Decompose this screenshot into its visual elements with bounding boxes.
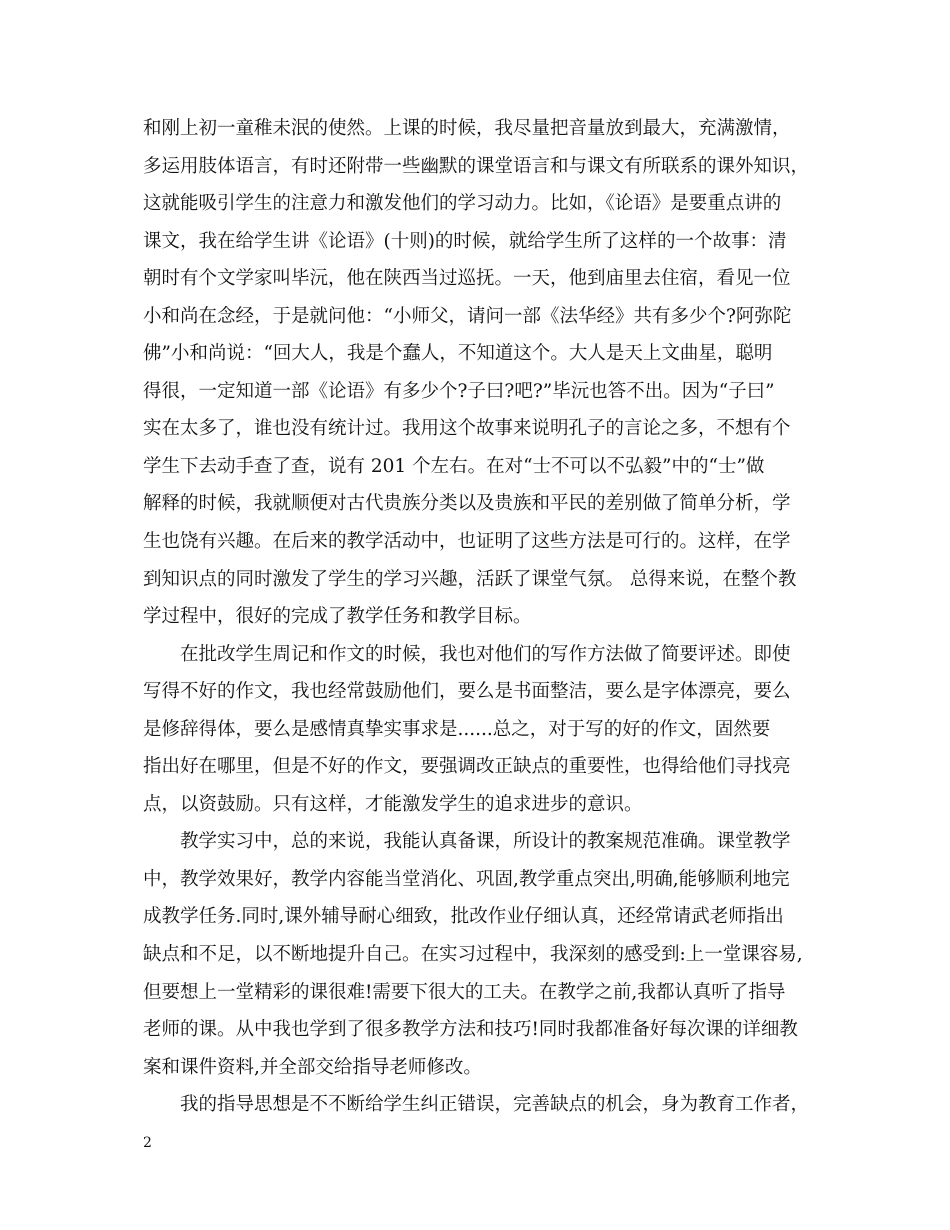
- text-line: 生也饶有兴趣。在后来的教学活动中，也证明了这些方法是可行的。这样，在学: [143, 531, 791, 553]
- text-line: 到知识点的同时激发了学生的学习兴趣，活跃了课堂气氛。 总得来说，在整个教: [143, 568, 797, 590]
- text-line: 老师的课。从中我也学到了很多教学方法和技巧!同时我都准备好每次课的详细教: [143, 1019, 798, 1041]
- paragraph: [143, 636, 813, 824]
- text-line: 学生下去动手查了查，说有 201 个左右。在对“士不可以不弘毅”中的“士”做: [143, 455, 765, 477]
- body-text: [143, 110, 813, 1124]
- page-number: 2: [143, 1135, 152, 1151]
- text-line: 实在太多了，谁也没有统计过。我用这个故事来说明孔子的言论之多，不想有个: [143, 418, 791, 440]
- text-line: 是修辞得体，要么是感情真挚实事求是......总之，对于写的好的作文，固然要: [143, 718, 771, 740]
- text-line: 教学实习中，总的来说，我能认真备课，所设计的教案规范准确。课堂教学: [180, 831, 791, 853]
- text-line: 朝时有个文学家叫毕沅，他在陕西当过巡抚。一天，他到庙里去住宿，看见一位: [143, 268, 791, 290]
- paragraph: [143, 823, 813, 1086]
- text-line: 和刚上初一童稚未泯的使然。上课的时候，我尽量把音量放到最大，充满激情，: [143, 118, 791, 139]
- text-line: 我的指导思想是不不断给学生纠正错误，完善缺点的机会，身为教育工作者，: [180, 1094, 810, 1116]
- text-line: 案和课件资料,并全部交给指导老师修改。: [143, 1056, 482, 1078]
- text-line: 这就能吸引学生的注意力和激发他们的学习动力。比如，《论语》是要重点讲的: [143, 193, 782, 215]
- text-line: 小和尚在念经，于是就问他：“小师父，请问一部《法华经》共有多少个?阿弥陀: [143, 305, 792, 327]
- paragraph: [143, 110, 813, 636]
- paragraph: [143, 1086, 813, 1124]
- text-line: 多运用肢体语言，有时还附带一些幽默的课堂语言和与课文有所联系的课外知识，: [143, 155, 810, 177]
- text-line: 佛”小和尚说：“回大人，我是个蠢人，不知道这个。大人是天上文曲星，聪明: [143, 343, 773, 365]
- text-line: 点，以资鼓励。只有这样，才能激发学生的追求进步的意识。: [143, 793, 643, 815]
- text-line: 缺点和不足，以不断地提升自己。在实习过程中，我深刻的感受到:上一堂课容易,: [143, 944, 803, 966]
- text-line: 中，教学效果好，教学内容能当堂消化、巩固,教学重点突出,明确,能够顺利地完: [143, 868, 790, 890]
- text-line: 指出好在哪里，但是不好的作文，要强调改正缺点的重要性，也得给他们寻找亮: [143, 756, 791, 778]
- text-line: 得很，一定知道一部《论语》有多少个?子曰?吧?”毕沅也答不出。因为“子曰”: [143, 380, 775, 402]
- text-line: 学过程中，很好的完成了教学任务和教学目标。: [143, 606, 532, 628]
- text-line: 但要想上一堂精彩的课很难!需要下很大的工夫。在教学之前,我都认真听了指导: [143, 981, 786, 1003]
- text-line: 写得不好的作文，我也经常鼓励他们，要么是书面整洁，要么是字体漂亮，要么: [143, 681, 791, 703]
- text-line: 解释的时候，我就顺便对古代贵族分类以及贵族和平民的差别做了简单分析，学: [143, 493, 791, 515]
- text-line: 课文，我在给学生讲《论语》(十则)的时候，就给学生所了这样的一个故事：清: [143, 230, 787, 252]
- text-line: 在批改学生周记和作文的时候，我也对他们的写作方法做了简要评述。即使: [180, 643, 791, 665]
- text-line: 成教学任务.同时,课外辅导耐心细致，批改作业仔细认真，还经常请武老师指出: [143, 906, 784, 928]
